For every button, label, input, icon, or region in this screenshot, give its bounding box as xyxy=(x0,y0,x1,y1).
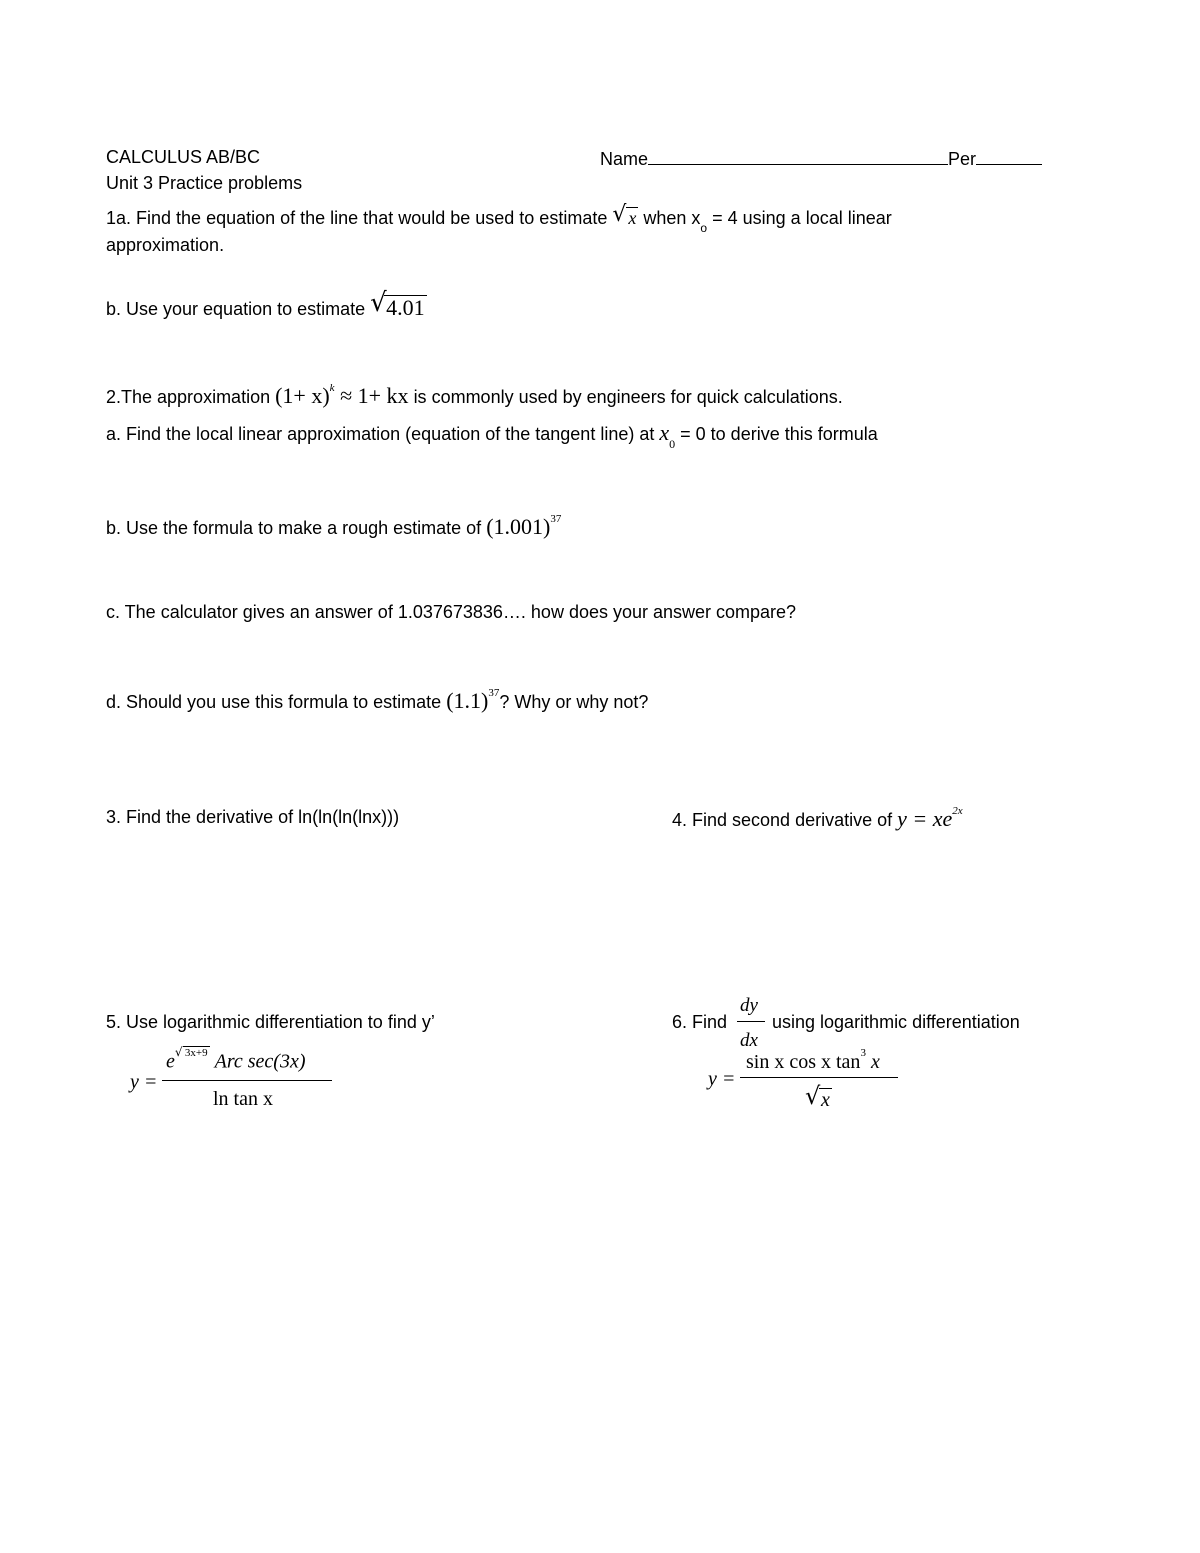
question-6-label: 6. Find xyxy=(672,1012,728,1032)
q6-fraction-bar xyxy=(740,1077,898,1078)
course-title: CALCULUS AB/BC xyxy=(106,147,261,167)
sqrt-x: √ x xyxy=(612,202,637,228)
unit-subtitle: Unit 3 Practice problems xyxy=(106,173,303,193)
q5-denominator: ln tan x xyxy=(213,1088,273,1110)
q6-dydx-bar xyxy=(737,1021,765,1022)
question-6-text: using logarithmic differentiation xyxy=(772,1012,1020,1032)
q6-lhs: y = xyxy=(708,1068,736,1090)
q6-dy: dy xyxy=(740,995,758,1016)
per-blank[interactable] xyxy=(976,148,1042,165)
per-label: Per xyxy=(948,149,977,169)
name-field[interactable] xyxy=(600,148,1042,168)
q6-numerator: sin x cos x $\tan^3 x$ xyxy=(746,1047,880,1073)
question-5: 5. Use logarithmic differentiation to find y’ xyxy=(106,1012,435,1032)
estimate-expression: $(1.001)^{37}$ xyxy=(486,512,562,539)
q5-numerator: e $^{√ 3x+9}$ Arc sec(3x) xyxy=(166,1045,306,1073)
name-blank[interactable] xyxy=(648,148,948,165)
name-label: Name xyxy=(600,149,649,169)
question-1b: b. Use your equation to estimate √ 4.01 xyxy=(106,288,425,320)
question-2b: b. Use the formula to make a rough estimate of $(1.001)^{37}$ xyxy=(106,512,562,539)
question-2d: d. Should you use this formula to estimate $(1.1)^{37}$? Why or why not? xyxy=(106,686,649,713)
function-xe2x: $y = xe^{2x}$ xyxy=(897,804,963,831)
question-2-intro: 2.The approximation $(1+ x)^k \approx 1+$ kx is commonly used by engineers for quick calculations. xyxy=(106,381,843,408)
q5-fraction-bar xyxy=(162,1080,332,1081)
question-4: 4. Find second derivative of $y = xe^{2x}$ xyxy=(672,804,963,831)
q6-denominator: √ x xyxy=(805,1082,830,1111)
question-2c: c. The calculator gives an answer of 1.037673836…. how does your answer compare? xyxy=(106,602,797,622)
q6-dx: dx xyxy=(740,1030,758,1051)
question-3: 3. Find the derivative of ln(ln(ln(lnx))) xyxy=(106,807,400,827)
question-2a: a. Find the local linear approximation (equation of the tangent line) at $x_0 = 0$ to derive this formula xyxy=(106,420,878,451)
question-1a-cont: approximation. xyxy=(106,235,225,255)
question-1a: 1a. Find the equation of the line that would be used to estimate √ x when $x_o = 4$ using a local linear xyxy=(106,202,892,235)
q5-lhs: y = xyxy=(130,1071,158,1093)
sqrt-4-01: √ 4.01 xyxy=(370,288,425,320)
approx-formula: $(1+ x)^k \approx 1+$ kx xyxy=(275,381,409,408)
